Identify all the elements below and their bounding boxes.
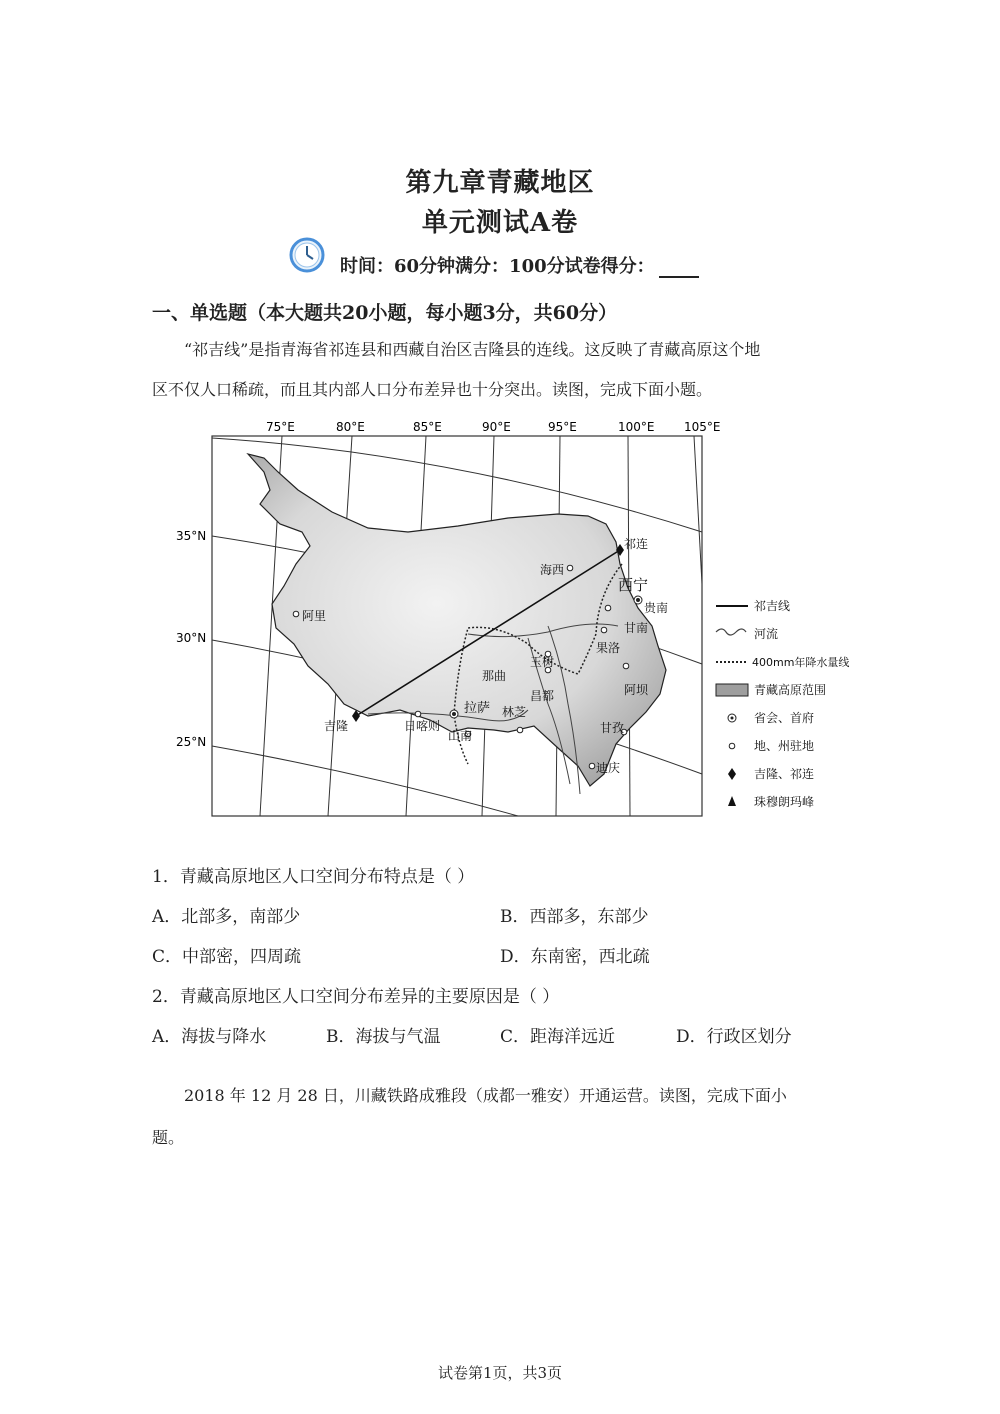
section-heading: 一、单选题（本大题共20小题，每小题3分，共60分）	[152, 302, 618, 324]
legend-prefecture: 地、州驻地	[754, 739, 815, 753]
place-changdu: 昌都	[530, 689, 555, 703]
tibet-plateau-map	[168, 414, 868, 826]
lat-label: 35°N	[176, 529, 207, 543]
place-guinan: 贵南	[644, 601, 669, 615]
lon-label: 75°E	[266, 420, 295, 434]
question-1-option-c: C．中部密，四周疏	[152, 947, 302, 967]
place-ganzi: 甘孜	[600, 721, 625, 735]
lon-label: 80°E	[336, 420, 365, 434]
legend-plateau: 青藏高原范围	[754, 683, 827, 697]
question-1-option-a: A．北部多，南部少	[152, 907, 301, 927]
place-qilian: 祁连	[624, 537, 649, 551]
question-2-option-b: B．海拔与气温	[326, 1027, 441, 1047]
place-lasa: 拉萨	[464, 701, 491, 716]
legend-qiji: 祁吉线	[754, 599, 791, 613]
place-shannan: 山南	[448, 729, 473, 743]
exam-meta	[340, 252, 699, 278]
question-2-option-a: A．海拔与降水	[152, 1027, 267, 1047]
place-gannan: 甘南	[624, 621, 649, 635]
passage-2-line-2: 题。	[152, 1128, 185, 1147]
lon-label: 105°E	[684, 420, 721, 434]
score-blank	[659, 258, 699, 278]
place-aba: 阿坝	[624, 683, 649, 697]
place-xining: 西宁	[618, 576, 649, 594]
question-1-stem: 1．青藏高原地区人口空间分布特点是（ ）	[152, 867, 475, 887]
legend-jilong-qilian: 吉隆、祁连	[754, 767, 815, 781]
lon-label: 95°E	[548, 420, 577, 434]
page-subtitle: 单元测试A卷	[421, 208, 579, 238]
map-legend	[716, 598, 849, 809]
clock-icon	[288, 236, 326, 274]
passage-1-line-2: 区不仅人口稀疏，而且其内部人口分布差异也十分突出。读图，完成下面小题。	[152, 380, 713, 399]
lon-label: 85°E	[413, 420, 442, 434]
place-guoluo: 果洛	[596, 641, 621, 655]
question-1-option-d: D．东南密，西北疏	[500, 947, 650, 967]
place-jilong: 吉隆	[324, 719, 349, 733]
page-footer: 试卷第1页，共3页	[437, 1364, 563, 1382]
page-title: 第九章青藏地区	[405, 168, 595, 198]
place-haixi: 海西	[540, 563, 565, 577]
passage-2-line-1: 2018 年 12 月 28 日，川藏铁路成雅段（成都一雅安）开通运营。读图，完成下面小	[184, 1086, 787, 1105]
question-2-stem: 2．青藏高原地区人口空间分布差异的主要原因是（ ）	[152, 987, 560, 1007]
lat-label: 30°N	[176, 631, 207, 645]
question-1-option-b: B．西部多，东部少	[500, 907, 649, 927]
passage-1-line-1: “祁吉线”是指青海省祁连县和西藏自治区吉隆县的连线。这反映了青藏高原这个地	[184, 340, 761, 359]
question-2-option-c: C．距海洋远近	[500, 1027, 616, 1047]
place-naqu: 那曲	[482, 669, 507, 683]
lat-label: 25°N	[176, 735, 207, 749]
place-linzhi: 林芝	[502, 705, 527, 719]
question-2-option-d: D．行政区划分	[676, 1027, 792, 1047]
place-yushu: 玉树	[530, 655, 555, 669]
lon-label: 100°E	[618, 420, 655, 434]
place-rikaze: 日喀则	[404, 719, 441, 733]
legend-river: 河流	[754, 627, 779, 641]
legend-everest: 珠穆朗玛峰	[754, 795, 815, 809]
place-diqing: 迪庆	[596, 761, 621, 775]
place-ali: 阿里	[302, 609, 327, 623]
exam-meta-text: 时间：60分钟满分：100分试卷得分：	[340, 256, 655, 277]
legend-rain: 400mm年降水量线	[752, 656, 850, 669]
legend-capital: 省会、首府	[754, 711, 815, 725]
lon-label: 90°E	[482, 420, 511, 434]
